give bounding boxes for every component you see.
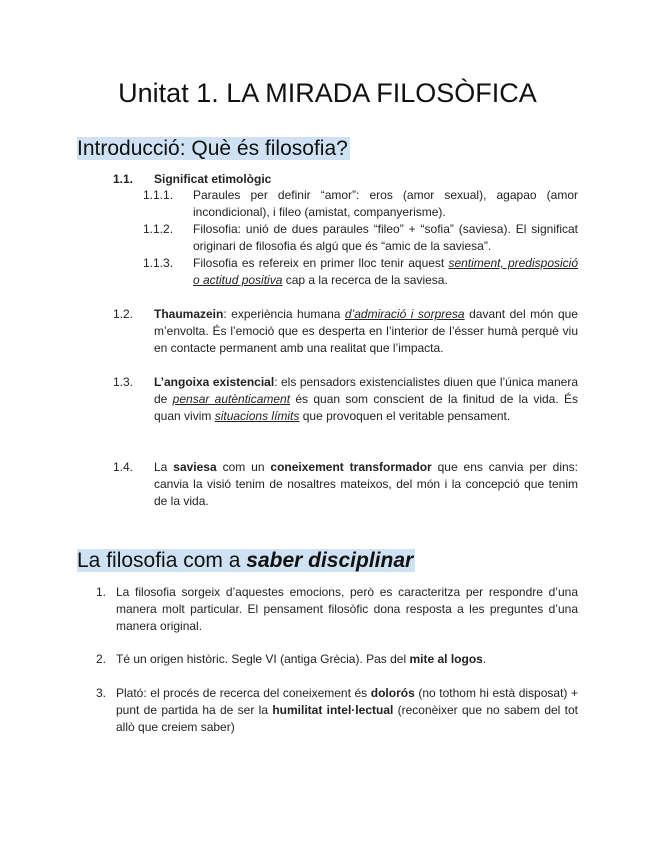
page-title: Unitat 1. LA MIRADA FILOSÒFICA bbox=[118, 78, 537, 108]
bold-term: dolorós bbox=[370, 686, 415, 700]
bold-term: saviesa bbox=[173, 460, 217, 474]
emphasis: sentiment, predisposició o actitud positiva bbox=[193, 256, 578, 287]
heading-text: La filosofia com a bbox=[77, 549, 247, 572]
item-label bbox=[154, 171, 271, 188]
text-run: La bbox=[154, 460, 174, 474]
item-text bbox=[154, 374, 578, 425]
item-number: 1.2. bbox=[113, 307, 134, 321]
subitem-number: 1.1.3. bbox=[143, 256, 174, 270]
item-text bbox=[154, 306, 578, 357]
text-run: com un bbox=[216, 460, 271, 474]
item-number: 1.3. bbox=[113, 375, 134, 389]
text-run: Filosofia es refereix en primer lloc tenir aquest bbox=[193, 256, 449, 270]
bold-term: L’angoixa existencial bbox=[154, 375, 275, 389]
item-number: 1.4. bbox=[113, 460, 134, 474]
text-run: Té un origen històric. Segle VI (antiga Grècia). Pas del bbox=[116, 652, 410, 666]
bold-term: humilitat intel·lectual bbox=[272, 703, 394, 717]
list-item-text bbox=[116, 651, 578, 668]
emphasis: pensar autènticament bbox=[172, 392, 291, 406]
emphasis: situacions límits bbox=[214, 409, 300, 423]
item-number: 1.1. bbox=[113, 172, 134, 186]
text-run: és quan som conscient de la finitud de la vida. És quan vivim bbox=[154, 392, 579, 423]
text-run: : experiència humana bbox=[223, 307, 345, 321]
bold-term: coneixement transformador bbox=[270, 460, 432, 474]
subitem-text: Paraules per definir “amor”: eros (amor sexual), agapao (amor incondicional), i fileo (amistat, companyerisme). bbox=[193, 188, 578, 219]
section-heading-introduccio bbox=[77, 136, 350, 162]
heading-highlight bbox=[77, 549, 415, 572]
text-run: (reconèixer que no sabem del tot allò que creiem saber) bbox=[116, 703, 578, 734]
list-number: 2. bbox=[96, 652, 107, 666]
text-run: davant del món que m’envolta. És l’emoció que es desperta en l’interior de l’ésser humà perquè viu en contacte permanent amb una realitat que l’impacta. bbox=[154, 307, 578, 355]
emphasis: d’admiració i sorpresa bbox=[344, 307, 465, 321]
item-label-text: Significat etimològic bbox=[154, 172, 272, 186]
bold-term: Thaumazein bbox=[154, 307, 224, 321]
text-run: : els pensadors existencialistes diuen que l’única manera de bbox=[154, 375, 579, 406]
list-number: 1. bbox=[96, 585, 107, 599]
heading-highlight: Introducció: Què és filosofia? bbox=[77, 137, 348, 160]
list-item-text: La filosofia sorgeix d’aquestes emocions, però es caracteritza per respondre d’una manera molt particular. El pensament filosòfic dona resposta a les preguntes d’una manera original. bbox=[116, 585, 578, 633]
text-run: cap a la recerca de la saviesa. bbox=[282, 273, 448, 287]
subitem-number: 1.1.2. bbox=[143, 222, 174, 236]
section-heading-saber-disciplinar bbox=[77, 548, 415, 574]
subitem-text: Filosofia: unió de dues paraules “fileo” + “sofia” (saviesa). El significat originari de filosofia és algú que és “amic de la saviesa”. bbox=[193, 222, 578, 253]
subitem-text bbox=[193, 255, 578, 289]
text-run: que ens canvia per dins: canvia la visió tenim de nosaltres mateixos, del món i la concepció que tenim de la vida. bbox=[154, 460, 578, 508]
text-run: . bbox=[482, 652, 487, 666]
heading-bold: saber disciplinar bbox=[246, 549, 414, 572]
text-run: que provoquen el veritable pensament. bbox=[299, 409, 511, 423]
subitem-number: 1.1.1. bbox=[143, 188, 174, 202]
list-number: 3. bbox=[96, 686, 107, 700]
list-item-text bbox=[116, 685, 578, 736]
item-text bbox=[154, 459, 578, 510]
text-run: (no tothom hi està disposat) + punt de partida ha de ser la bbox=[116, 686, 578, 717]
bold-term: mite al logos bbox=[409, 652, 483, 666]
text-run: Plató: el procés de recerca del coneixement és bbox=[116, 686, 371, 700]
